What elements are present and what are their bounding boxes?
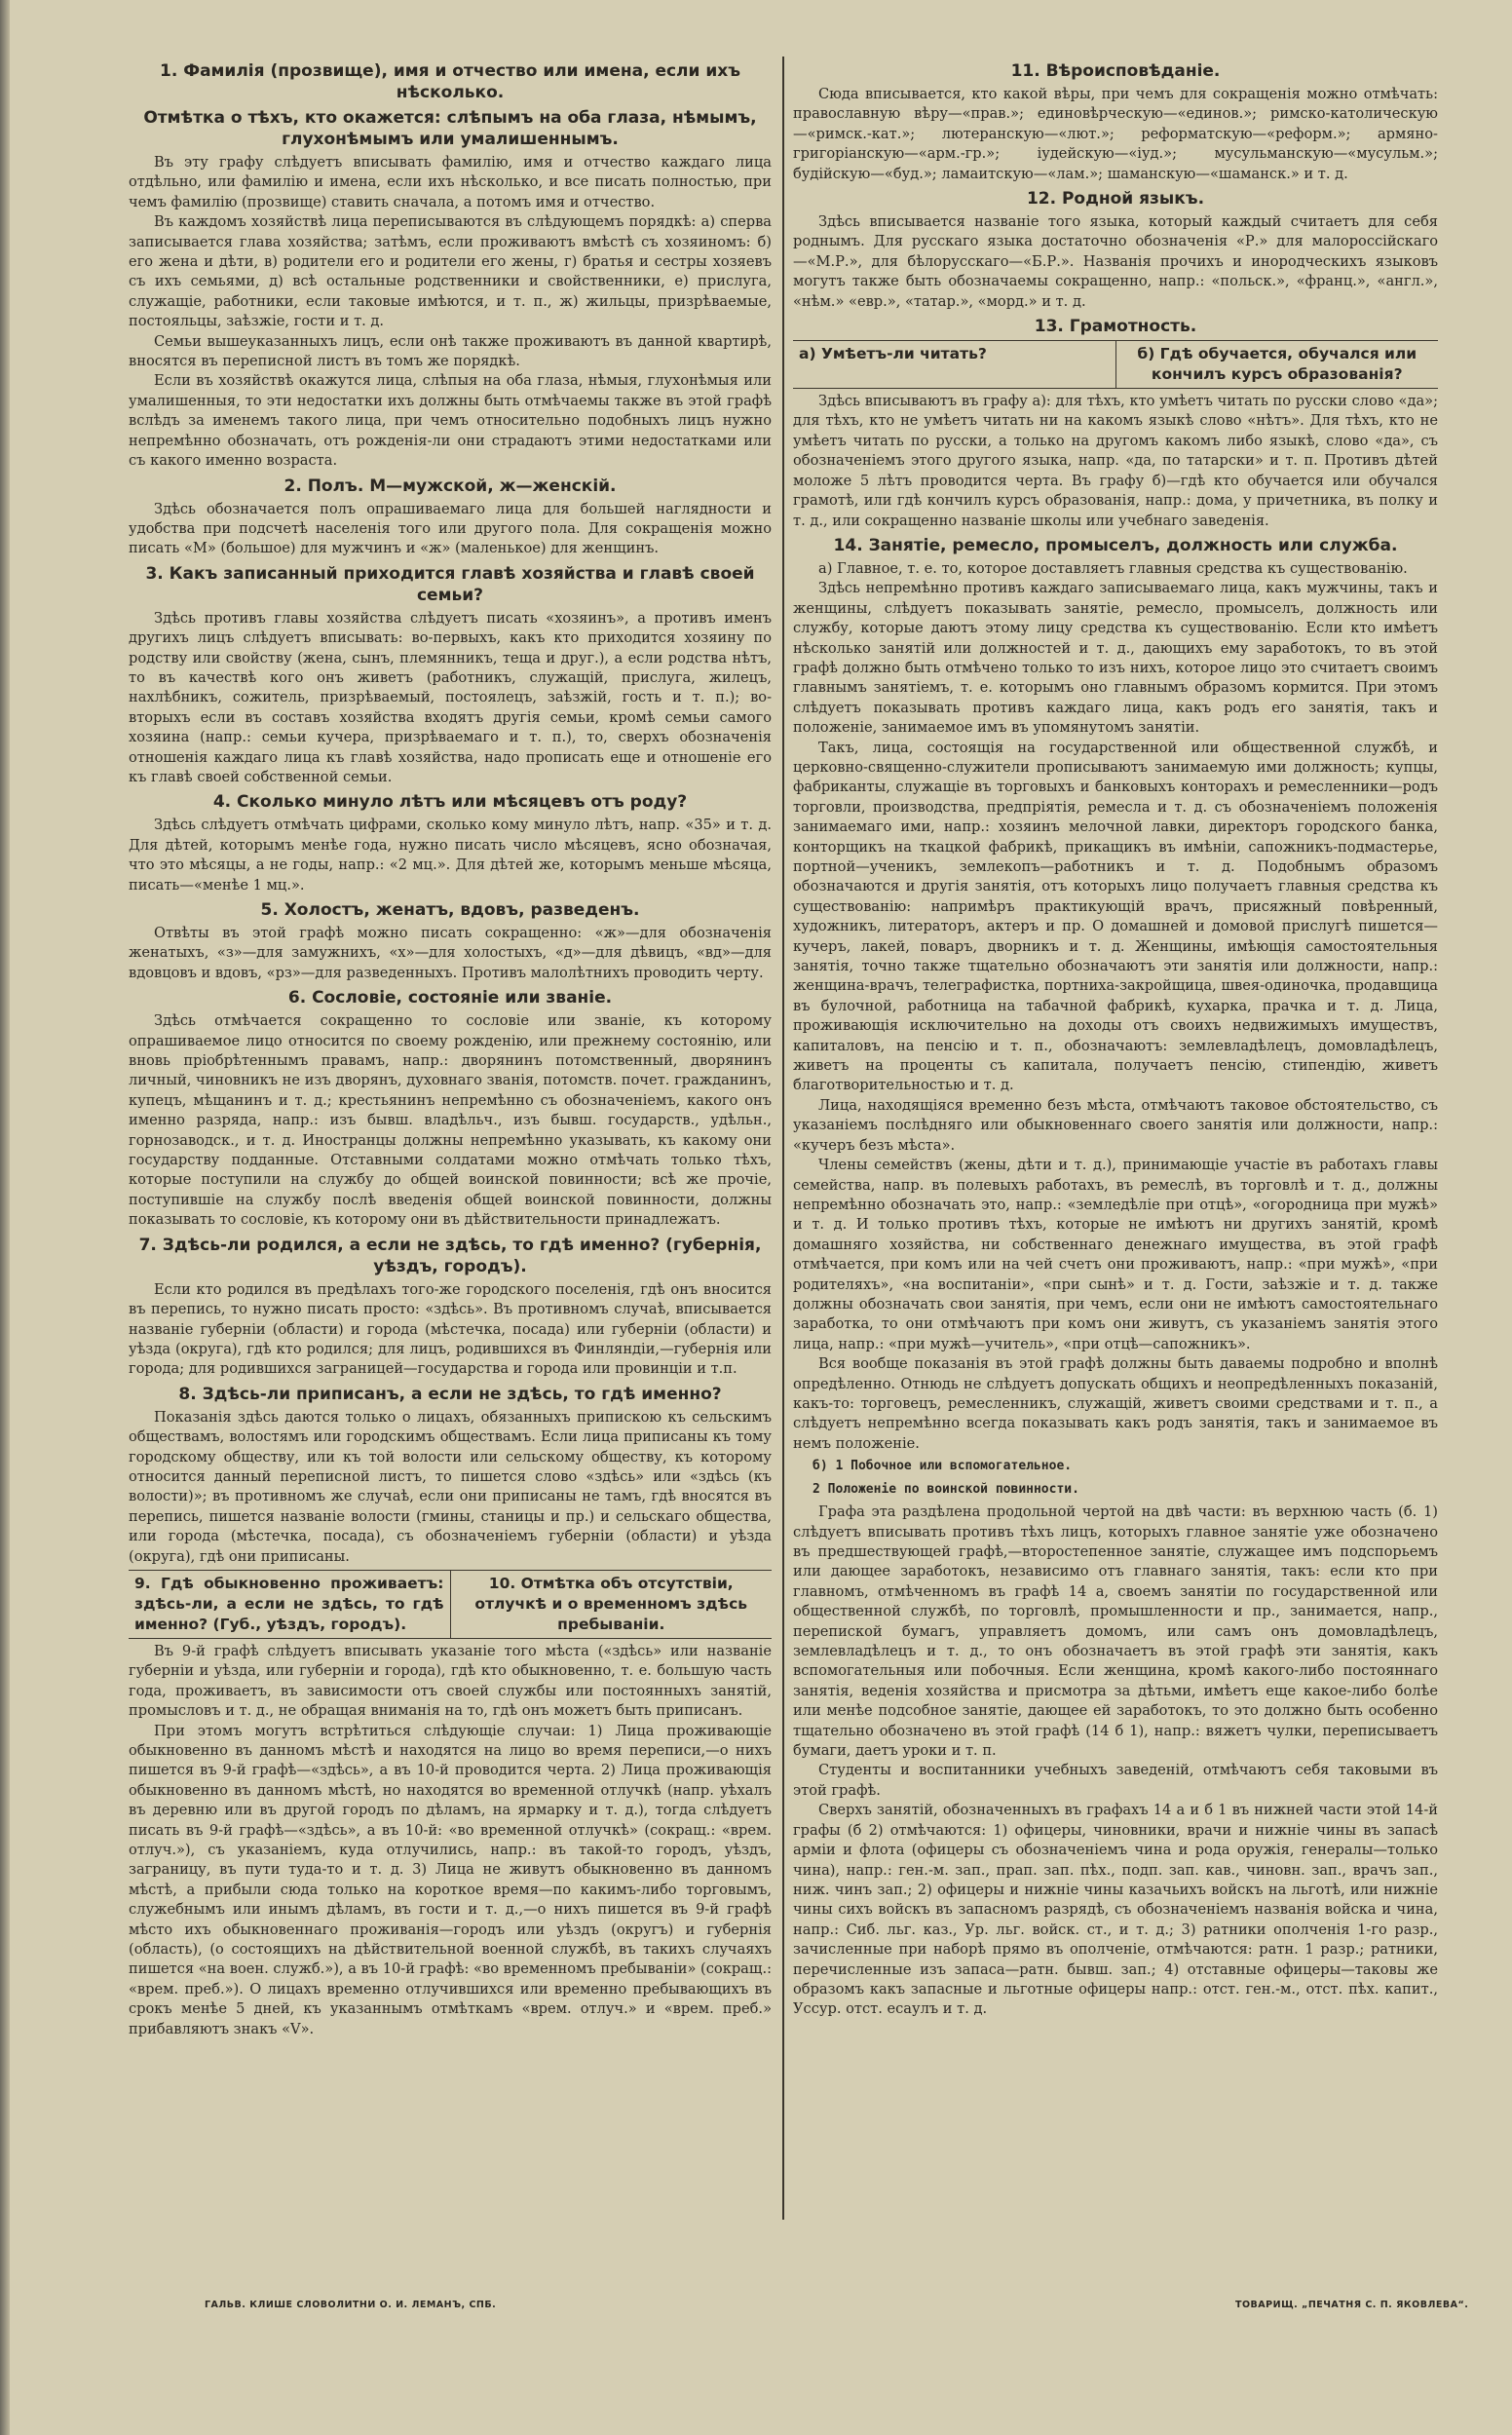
footer-printer-left: ГАЛЬВ. КЛИШЕ СЛОВОЛИТНИ О. И. ЛЕМАНЪ, СПБ.	[205, 2300, 497, 2310]
section-heading: 7. Здѣсь-ли родился, а если не здѣсь, то гдѣ именно? (губернія, уѣздъ, городъ).	[138, 1235, 762, 1276]
section-heading: 5. Холостъ, женатъ, вдовъ, разведенъ.	[260, 900, 640, 920]
paragraph: Въ эту графу слѣдуетъ вписывать фамилію, имя и отчество каждаго лица отдѣльно, или фамилію и имена, если ихъ нѣсколько, и все писать полностью, при чемъ фамилію (прозвище) ставить сначала, а потомъ имя и отчество.	[129, 154, 772, 210]
paragraph: Студенты и воспитанники учебныхъ заведеній, отмѣчаютъ себя таковыми въ этой графѣ.	[793, 1762, 1438, 1799]
section-heading: 8. Здѣсь-ли приписанъ, а если не здѣсь, то гдѣ именно?	[178, 1384, 722, 1404]
split-heading-cell: а) Умѣетъ-ли читать?	[799, 345, 987, 363]
section-heading: 2. Полъ. М—мужской, ж—женскій.	[284, 476, 617, 496]
paragraph: Семьи вышеуказанныхъ лицъ, если онѣ также проживаютъ въ данной квартирѣ, вносятся въ переписной листъ въ томъ же порядкѣ.	[129, 332, 772, 370]
section-heading: б) 1 Побочное или вспомогательное.	[813, 1459, 1073, 1474]
paragraph: Лица, находящіяся временно безъ мѣста, отмѣчаютъ таковое обстоятельство, съ указаніемъ послѣдняго или обыкновеннаго своего занятія или должности, напр.: «кучеръ безъ мѣста».	[793, 1096, 1438, 1154]
section-heading: 4. Сколько минуло лѣтъ или мѣсяцевъ отъ роду?	[212, 792, 688, 813]
paragraph: Показанія здѣсь даются только о лицахъ, обязанныхъ припискою къ сельскимъ обществамъ, волостямъ или городскимъ обществамъ. Если лица приписаны къ тому городскому обществу, или къ той волости или сельскому обществу, къ которому относится данный переписной листъ, то пишется слово «здѣсь» или «здѣсь (къ волости)»; въ противномъ же случаѣ, если они приписаны не тамъ, гдѣ вносятся въ перепись, пишется названіе волости (гмины, станицы и пр.) и сельскаго общества, или города (мѣстечка, посада), съ обозначеніемъ губерніи (области) и уѣзда (округа), гдѣ они приписаны.	[129, 1408, 772, 1565]
paragraph: Здѣсь вписывается названіе того языка, который каждый считаетъ для себя роднымъ. Для русскаго языка достаточно обозначенія «Р.» для малороссійскаго—«М.Р.», для бѣлорусскаго—«Б.Р.». Названія прочихъ и инородческихъ языковъ могутъ также быть обозначаемы сокращенно, напр.: «польск.», «франц.», «англ.», «нѣм.» «евр.», «татар.», «морд.» и т. д.	[793, 213, 1438, 310]
paragraph: Если въ хозяйствѣ окажутся лица, слѣпыя на оба глаза, нѣмыя, глухонѣмыя или умалишенныя, то эти недостатки ихъ должны быть отмѣчаемы также въ этой графѣ вслѣдъ за именемъ такого лица, при чемъ относительно подобныхъ лицъ нужно непремѣнно обозначать, отъ рожденія-ли они страдаютъ этими недостатками или съ какого именно возраста.	[129, 372, 772, 470]
section-heading: 3. Какъ записанный приходится главѣ хозяйства и главѣ своей семьи?	[145, 563, 755, 605]
split-heading	[793, 340, 1438, 389]
section-heading: Отмѣтка о тѣхъ, кто окажется: слѣпымъ на оба глаза, нѣмымъ, глухонѣмымъ или умалишеннымъ.	[143, 108, 757, 149]
paragraph: Здѣсь отмѣчается сокращенно то сословіе или званіе, къ которому опрашиваемое лицо относится по своему рожденію, или прежнему состоянію, или вновь пріобрѣтеннымъ правамъ, напр.: дворянинъ потомственный, дворянинъ личный, чиновникъ не изъ дворянъ, духовнаго званія, потомств. почет. гражданинъ, купецъ, мѣщанинъ и т. д.; крестьянинъ непремѣнно съ обозначеніемъ, какого онъ именно разряда, напр.: изъ бывш. владѣльч., изъ бывш. государств., удѣльн., горнозаводск., и т. д. Иностранцы должны непремѣнно указывать, къ какому они государству подданные. Отставными солдатами можно отмѣчать только тѣхъ, которые поступили на службу до общей воинской повинности; всѣ же прочіе, поступившіе на службу послѣ введенія общей воинской повинности, должны показывать то сословіе, къ которому они въ дѣйствительности принадлежатъ.	[129, 1012, 772, 1229]
left-column	[129, 57, 772, 2229]
paragraph: Въ каждомъ хозяйствѣ лица переписываются въ слѣдующемъ порядкѣ: а) сперва записывается глава хозяйства; затѣмъ, если проживаютъ вмѣстѣ съ хозяиномъ: б) его жена и дѣти, в) родители его и родители его жены, г) братья и сестры хозяевъ съ ихъ семьями, д) всѣ остальные родственники и свойственники, е) прислуга, служащіе, работники, если таковые имѣются, и т. п., ж) жильцы, призрѣваемые, постояльцы, заѣзжіе, гости и т. д.	[129, 213, 772, 330]
right-column	[793, 57, 1438, 2229]
footer-printer-right: ТОВАРИЩ. „ПЕЧАТНЯ С. П. ЯКОВЛЕВА“.	[1235, 2300, 1469, 2310]
paragraph: Такъ, лица, состоящія на государственной или общественной службѣ, и церковно-священно-служители прописываютъ занимаемую ими должность; купцы, фабриканты, служащіе въ торговыхъ и банковыхъ конторахъ и ремесленники—родъ торговли, производства, предпріятія, ремесла и т. д. съ обозначеніемъ положенія занимаемаго ими, напр.: хозяинъ мелочной лавки, директоръ городского банка, конторщикъ на ткацкой фабрикѣ, прикащикъ въ имѣніи, сапожникъ-подмастерье, портной—ученикъ, землекопъ—работникъ и т. д. Подобнымъ образомъ обозначаются и другія занятія, отъ которыхъ лицо получаетъ главныя средства къ существованію: напримѣръ практикующій врачъ, присяжный повѣренный, художникъ, литераторъ, актеръ и пр. О домашней и домовой прислугѣ пишется—кучеръ, лакей, поваръ, дворникъ и т. д. Женщины, имѣющія самостоятельныя занятія, точно также тщательно обозначаютъ эти занятія или должности, напр.: женщина-врачъ, телеграфистка, портниха-закройщица, швея-одиночка, продавщица въ булочной, работница на табачной фабрикѣ, кухарка, прачка и т. д. Лица, проживающія исключительно на доходы отъ своихъ недвижимыхъ имуществъ, капиталовъ, на пенсію и т. п., обозначаютъ: землевладѣлецъ, домовладѣлецъ, живетъ на проценты съ капитала, получаетъ пенсію, стипендію, живетъ благотворительностью и т. д.	[793, 739, 1438, 1094]
paragraph: При этомъ могутъ встрѣтиться слѣдующіе случаи: 1) Лица проживающіе обыкновенно въ данномъ мѣстѣ и находятся на лицо во время переписи,—о нихъ пишется въ 9-й графѣ—«здѣсь», а въ 10-й проводится черта. 2) Лица проживающія обыкновенно въ данномъ мѣстѣ, но находятся во временной отлучкѣ (напр. уѣхалъ въ деревню или въ другой городъ по дѣламъ, на ярмарку и т. д.), тогда слѣдуетъ писать въ 9-й графѣ—«здѣсь», а въ 10-й: «во временной отлучкѣ» (сокращ.: «врем. отлуч.»), съ указаніемъ, куда отлучились, напр.: въ такой-то городъ, уѣздъ, заграницу, въ пути туда-то и т. д. 3) Лица не живутъ обыкновенно въ данномъ мѣстѣ, а прибыли сюда только на короткое время—по какимъ-либо торговымъ, служебнымъ или инымъ дѣламъ, въ гости и т. д.,—о нихъ пишется въ 9-й графѣ мѣсто ихъ обыкновеннаго проживанія—городъ или уѣздъ (округъ) и губернія (область), (о состоящихъ на дѣйствительной военной службѣ, въ такихъ случаяхъ пишется «на воен. служб.»), а въ 10-й графѣ: «во временномъ пребываніи» (сокращ.: «врем. преб.»). О лицахъ временно отлучившихся или временно пребывающихъ въ срокъ менѣе 5 дней, къ указаннымъ отмѣткамъ «врем. отлуч.» и «врем. преб.» прибавляютъ знакъ «V».	[129, 1722, 772, 2037]
paragraph: Здѣсь непремѣнно противъ каждаго записываемаго лица, какъ мужчины, такъ и женщины, слѣдуетъ показывать занятіе, ремесло, промыселъ, должность или службу, которые даютъ этому лицу средства къ существованію. Если кто имѣетъ нѣсколько занятій или должностей и т. д., дающихъ ему заработокъ, то въ этой графѣ должно быть отмѣчено только то изъ нихъ, которое лицо это считаетъ своимъ главнымъ занятіемъ, т. е. которымъ оно главнымъ образомъ кормится. При этомъ слѣдуетъ показывать противъ каждаго лица, какъ родъ его занятія, такъ и положеніе, занимаемое имъ въ упомянутомъ занятіи.	[793, 580, 1438, 737]
paragraph: Вся вообще показанія въ этой графѣ должны быть даваемы подробно и вполнѣ опредѣленно. Отнюдь не слѣдуетъ допускать общихъ и неопредѣленныхъ показаній, какъ-то: торговецъ, ремесленникъ, служащій, живетъ своими средствами и т. п., а слѣдуетъ непремѣнно всегда показывать какъ родъ занятія, такъ и занимаемое въ немъ положеніе.	[793, 1355, 1438, 1452]
paragraph: Здѣсь обозначается полъ опрашиваемаго лица для большей наглядности и удобства при подсчетѣ населенія того или другого пола. Для сокращенія можно писать «М» (большое) для мужчинъ и «ж» (маленькое) для женщинъ.	[129, 500, 772, 557]
paragraph: Сверхъ занятій, обозначенныхъ въ графахъ 14 а и б 1 въ нижней части этой 14-й графы (б 2) отмѣчаются: 1) офицеры, чиновники, врачи и нижніе чины въ запасѣ арміи и флота (офицеры съ обозначеніемъ чина и рода оружія, генералы—только чина), напр.: ген.-м. зап., прап. зап. пѣх., подп. зап. кав., чиновн. зап., врачъ зап., ниж. чинъ зап.; 2) офицеры и нижніе чины казачьихъ войскъ на льготѣ, или нижніе чины сихъ войскъ въ запасномъ разрядѣ, съ обозначеніемъ названія войска и чина, напр.: Сиб. льг. каз., Ур. льг. войск. ст., и т. д.; 3) ратники ополченія 1-го разр., зачисленные при наборѣ прямо въ ополченіе, отмѣчаются: ратн. 1 разр.; ратники, перечисленные изъ запаса—ратн. бывш. зап.; 4) отставные офицеры—таковы же образомъ какъ запасные и льготные офицеры напр.: отст. ген.-м., отст. пѣх. капит., Уссур. отст. есаулъ и т. д.	[793, 1802, 1438, 2018]
paragraph: Здѣсь противъ главы хозяйства слѣдуетъ писать «хозяинъ», а противъ именъ другихъ лицъ слѣдуетъ вписывать: во-первыхъ, какъ кто приходится хозяину по родству или свойству (жена, сынъ, племянникъ, теща и друг.), а если родства нѣтъ, то въ качествѣ кого онъ живетъ (работникъ, служащій, прислуга, жилецъ, нахлѣбникъ, сожитель, призрѣваемый, постоялецъ, заѣзжій, гость и т. п.); во-вторыхъ если въ составъ хозяйства входятъ другія семьи, кромѣ семьи самого хозяина (напр.: семьи кучера, призрѣваемаго и т. п.), то, сверхъ обозначенія отношенія каждаго лица къ главѣ хозяйства, надо прописать еще и отношеніе его къ главѣ своей собственной семьи.	[129, 609, 772, 785]
section-heading: 2 Положеніе по воинской повинности.	[813, 1482, 1079, 1498]
paragraph: Графа эта раздѣлена продольной чертой на двѣ части: въ верхнюю часть (б. 1) слѣдуетъ вписывать противъ тѣхъ лицъ, которыхъ главное занятіе уже обозначено въ предшествующей графѣ,—второстепенное занятіе, служащее имъ подспорьемъ или дающее заработокъ, независимо отъ главнаго занятія, такъ: если кто при главномъ, отмѣченномъ въ графѣ 14 а, своемъ занятіи по государственной или общественной службѣ, по торговлѣ, промышленности и пр., занимается, напр., перепиской бумагъ, управляетъ домомъ, или самъ онъ домовладѣлецъ, землевладѣлецъ и т. д., то онъ обозначаетъ въ этой графѣ эти занятія, какъ вспомогательныя или побочныя. Если женщина, кромѣ какого-либо постояннаго занятія, веденія хозяйства и присмотра за дѣтьми, имѣетъ еще какое-либо болѣе или менѣе подсобное занятіе, дающее ей заработокъ, то это должно быть особенно тщательно обозначено въ этой графѣ (14 б 1), напр.: вяжетъ чулки, переписываетъ бумаги, даетъ уроки и т. п.	[793, 1503, 1438, 1760]
paragraph: Въ 9-й графѣ слѣдуетъ вписывать указаніе того мѣста («здѣсь» или названіе губерніи и уѣзда, или губерніи и города), гдѣ кто обыкновенно, т. е. большую часть года, проживаетъ, въ зависимости отъ своей службы или постоянныхъ занятій, промысловъ и т. д., не обращая вниманія на то, гдѣ онъ можетъ быть приписанъ.	[129, 1642, 772, 1720]
paragraph: Сюда вписывается, кто какой вѣры, при чемъ для сокращенія можно отмѣчать: православную вѣру—«прав.»; единовѣрческую—«единов.»; римско-католическую—«римск.-кат.»; лютеранскую—«лют.»; реформатскую—«реформ.»; армяно-григоріанскую—«арм.-гр.»; іудейскую—«іуд.»; мусульманскую—«мусульм.»; будійскую—«буд.»; ламаитскую—«лам.»; шаманскую—«шаманск.» и т. д.	[793, 86, 1438, 182]
paragraph: Здѣсь вписываютъ въ графу а): для тѣхъ, кто умѣетъ читать по русски слово «да»; для тѣхъ, кто не умѣетъ читать ни на какомъ языкѣ слово «нѣтъ». Для тѣхъ, кто не умѣетъ читать по русски, а только на другомъ какомъ либо языкѣ, слово «да», съ обозначеніемъ этого другого языка, напр. «да, по татарски» и т. п. Противъ дѣтей моложе 5 лѣтъ проводится черта. Въ графу б)—гдѣ кто обучается или обучался грамотѣ, или гдѣ кончилъ курсъ образованія, напр.: дома, у причетника, въ полку и т. д., или сокращенно названіе школы или учебнаго заведенія.	[793, 393, 1438, 529]
paragraph: Если кто родился въ предѣлахъ того-же городского поселенія, гдѣ онъ вносится въ перепись, то нужно писать просто: «здѣсь». Въ противномъ случаѣ, вписывается названіе губерніи (области) и города (мѣстечка, посада) или губерніи (области) и уѣзда (округа), гдѣ кто родился; для лицъ, родившихся въ Финляндіи,—губернія или города; для родившихся заграницей—государства и города или провинціи и т.п.	[129, 1280, 772, 1378]
section-heading: 12. Родной языкъ.	[1026, 189, 1205, 209]
column-divider	[782, 57, 784, 2220]
paragraph: Здѣсь слѣдуетъ отмѣчать цифрами, сколько кому минуло лѣтъ, напр. «35» и т. д. Для дѣтей, которымъ менѣе года, нужно писать число мѣсяцевъ, ясно обозначая, что это мѣсяцы, а не годы, напр.: «2 мц.». Для дѣтей же, которымъ меньше мѣсяца, писать—«менѣе 1 мц.».	[129, 817, 772, 894]
section-heading: 13. Грамотность.	[1034, 317, 1197, 337]
paragraph: Отвѣты въ этой графѣ можно писать сокращенно: «ж»—для обозначенія женатыхъ, «з»—для замужнихъ, «х»—для холостыхъ, «д»—для дѣвицъ, «вд»—для вдовцовъ и вдовъ, «рз»—для разведенныхъ. Противъ малолѣтнихъ проводить черту.	[129, 925, 772, 981]
section-heading: 6. Сословіе, состояніе или званіе.	[287, 988, 613, 1008]
section-heading: 14. Занятіе, ремесло, промыселъ, должность или служба.	[833, 535, 1398, 555]
split-heading-cell: 10. Отмѣтка объ отсутствіи, отлучкѣ и о временномъ здѣсь пребываніи.	[450, 1571, 773, 1638]
section-heading: 1. Фамилія (прозвище), имя и отчество или имена, если ихъ нѣсколько.	[160, 61, 740, 102]
paragraph: а) Главное, т. е. то, которое доставляетъ главныя средства къ существованію.	[818, 559, 1408, 577]
section-heading: 11. Вѣроисповѣданіе.	[1010, 61, 1221, 81]
split-heading	[129, 1570, 772, 1639]
split-heading-cell: б) Гдѣ обучается, обучался или кончилъ курсъ образованія?	[1115, 341, 1439, 388]
split-heading-cell: 9. Гдѣ обыкновенно проживаетъ: здѣсь-ли, а если не здѣсь, то гдѣ именно? (Губ., уѣздъ, городъ).	[134, 1574, 444, 1633]
paragraph: Члены семействъ (жены, дѣти и т. д.), принимающіе участіе въ работахъ главы семейства, напр. въ полевыхъ работахъ, въ ремеслѣ, въ торговлѣ и т. д., должны непремѣнно обозначать это, напр.: «земледѣліе при отцѣ», «огородница при мужѣ» и т. д. И только противъ тѣхъ, которые не имѣютъ ни другихъ занятій, кромѣ домашняго хозяйства, ни собственнаго денежнаго имущества, въ этой графѣ отмѣчается, при комъ или на чей счетъ они проживаютъ, напр.: «при мужѣ», «при родителяхъ», «на воспитаніи», «при сынѣ» и т. д. Гости, заѣзжіе и т. д. также должны обозначать свои занятія, при чемъ, если они не имѣютъ самостоятельнаго заработка, то они отмѣчаютъ при комъ они живутъ, съ указаніемъ занятія этого лица, напр.: «при мужѣ—учитель», «при отцѣ—сапожникъ».	[793, 1157, 1438, 1352]
page-edge-shadow	[0, 0, 10, 2435]
